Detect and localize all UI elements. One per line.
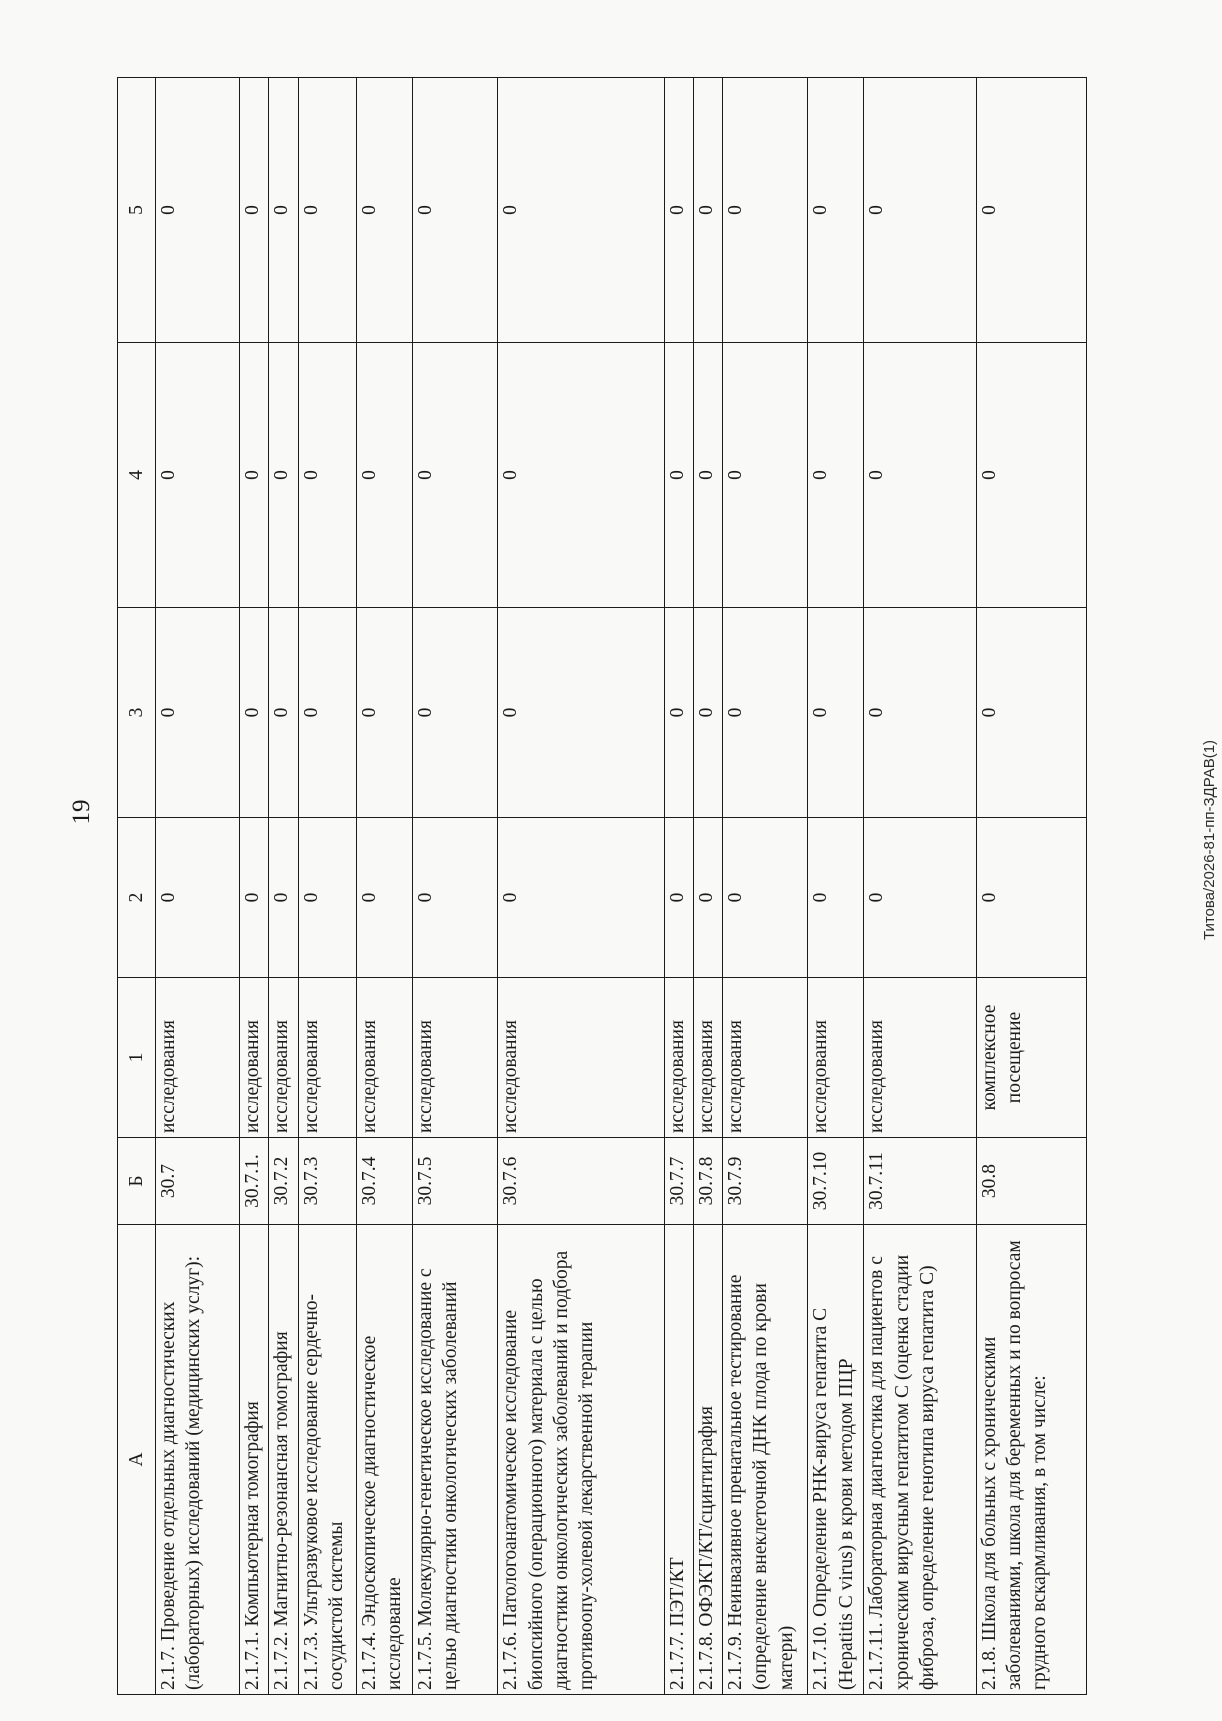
page-number: 19 <box>68 799 95 825</box>
table-row <box>413 78 498 1695</box>
value-cell: 0 <box>808 343 864 608</box>
row-name-cell: 2.1.7.9. Неинвазивное пренатальное тестирование (определение внеклеточной ДНК плода по крови матери) <box>722 1225 807 1695</box>
value-cell: 0 <box>298 78 356 343</box>
row-name-cell: 2.1.7.7. ПЭТ/КТ <box>664 1225 693 1695</box>
column-header: 2 <box>118 818 156 978</box>
value-cell: 0 <box>722 343 807 608</box>
value-cell: 0 <box>808 78 864 343</box>
row-unit-cell: исследования <box>693 978 722 1138</box>
value-cell: 0 <box>976 818 1086 978</box>
table-row <box>864 78 976 1695</box>
row-name-cell: 2.1.7.10. Определение РНК-вируса гепатита C (Hepatitis C virus) в крови методом ПЦР <box>808 1225 864 1695</box>
value-cell: 0 <box>269 608 298 818</box>
value-cell: 0 <box>693 343 722 608</box>
value-cell: 0 <box>864 78 976 343</box>
table-row <box>976 78 1086 1695</box>
row-unit-cell: комплексное посещение <box>976 978 1086 1138</box>
row-code-cell: 30.7.10 <box>808 1138 864 1225</box>
table-row <box>664 78 693 1695</box>
value-cell: 0 <box>693 78 722 343</box>
column-header: 3 <box>118 608 156 818</box>
value-cell: 0 <box>864 343 976 608</box>
value-cell: 0 <box>864 818 976 978</box>
row-name-cell: 2.1.7.1. Компьютерная томография <box>240 1225 269 1695</box>
row-name-cell: 2.1.7.6. Патологоанатомическое исследование биопсийного (операционного) материала с целью диагностики онкологических заболеваний и подбора противоопу-холевой лекарственной терапии <box>498 1225 664 1695</box>
value-cell: 0 <box>498 818 664 978</box>
document-footer-code: Титова/2026-81-пп-ЗДРАВ(1) <box>1201 739 1218 941</box>
value-cell: 0 <box>722 608 807 818</box>
row-code-cell: 30.8 <box>976 1138 1086 1225</box>
value-cell: 0 <box>156 343 240 608</box>
row-code-cell: 30.7.11 <box>864 1138 976 1225</box>
row-code-cell: 30.7.1. <box>240 1138 269 1225</box>
row-code-cell: 30.7.4 <box>356 1138 412 1225</box>
table-row <box>298 78 356 1695</box>
table-row <box>693 78 722 1695</box>
value-cell: 0 <box>356 78 412 343</box>
row-name-cell: 2.1.7.2. Магнитно-резонансная томография <box>269 1225 298 1695</box>
row-name-cell: 2.1.7.11. Лабораторная диагностика для пациентов с хроническим вирусным гепатитом С (оценка стадии фиброза, определение генотипа вируса гепатита С) <box>864 1225 976 1695</box>
value-cell: 0 <box>693 608 722 818</box>
value-cell: 0 <box>156 818 240 978</box>
row-unit-cell: исследования <box>269 978 298 1138</box>
row-code-cell: 30.7.2 <box>269 1138 298 1225</box>
value-cell: 0 <box>664 818 693 978</box>
table-row <box>498 78 664 1695</box>
value-cell: 0 <box>356 818 412 978</box>
value-cell: 0 <box>413 78 498 343</box>
value-cell: 0 <box>298 608 356 818</box>
value-cell: 0 <box>693 818 722 978</box>
value-cell: 0 <box>664 343 693 608</box>
row-code-cell: 30.7.7 <box>664 1138 693 1225</box>
value-cell: 0 <box>808 818 864 978</box>
row-unit-cell: исследования <box>664 978 693 1138</box>
row-name-cell: 2.1.8. Школа для больных с хроническими заболеваниями, школа для беременных и по вопросам грудного вскармливания, в том числе: <box>976 1225 1086 1695</box>
row-unit-cell: исследования <box>156 978 240 1138</box>
value-cell: 0 <box>498 78 664 343</box>
table-row <box>240 78 269 1695</box>
table-row <box>808 78 864 1695</box>
value-cell: 0 <box>269 78 298 343</box>
value-cell: 0 <box>298 343 356 608</box>
row-unit-cell: исследования <box>864 978 976 1138</box>
indicator-table <box>117 77 1087 1695</box>
value-cell: 0 <box>808 608 864 818</box>
table-row <box>356 78 412 1695</box>
row-unit-cell: исследования <box>498 978 664 1138</box>
value-cell: 0 <box>864 608 976 818</box>
row-code-cell: 30.7 <box>156 1138 240 1225</box>
column-header: Б <box>118 1138 156 1225</box>
value-cell: 0 <box>240 608 269 818</box>
table-row <box>156 78 240 1695</box>
value-cell: 0 <box>269 343 298 608</box>
column-header: 1 <box>118 978 156 1138</box>
row-unit-cell: исследования <box>808 978 864 1138</box>
value-cell: 0 <box>498 608 664 818</box>
value-cell: 0 <box>976 608 1086 818</box>
row-name-cell: 2.1.7.4. Эндоскопическое диагностическое исследование <box>356 1225 412 1695</box>
row-code-cell: 30.7.3 <box>298 1138 356 1225</box>
value-cell: 0 <box>413 343 498 608</box>
value-cell: 0 <box>240 818 269 978</box>
value-cell: 0 <box>298 818 356 978</box>
row-unit-cell: исследования <box>722 978 807 1138</box>
table-row <box>269 78 298 1695</box>
column-header: 4 <box>118 343 156 608</box>
row-unit-cell: исследования <box>356 978 412 1138</box>
column-header: А <box>118 1225 156 1695</box>
row-name-cell: 2.1.7.3. Ультразвуковое исследование сердечно-сосудистой системы <box>298 1225 356 1695</box>
row-name-cell: 2.1.7.8. ОФЭКТ/КТ/сцинтиграфия <box>693 1225 722 1695</box>
table-row <box>722 78 807 1695</box>
value-cell: 0 <box>356 608 412 818</box>
row-code-cell: 30.7.9 <box>722 1138 807 1225</box>
row-unit-cell: исследования <box>298 978 356 1138</box>
row-code-cell: 30.7.6 <box>498 1138 664 1225</box>
value-cell: 0 <box>240 343 269 608</box>
row-name-cell: 2.1.7.5. Молекулярно-генетическое исследование с целью диагностики онкологических заболеваний <box>413 1225 498 1695</box>
value-cell: 0 <box>413 608 498 818</box>
value-cell: 0 <box>664 608 693 818</box>
value-cell: 0 <box>413 818 498 978</box>
value-cell: 0 <box>976 78 1086 343</box>
value-cell: 0 <box>498 343 664 608</box>
rotated-table-container <box>117 78 1087 1695</box>
value-cell: 0 <box>664 78 693 343</box>
row-unit-cell: исследования <box>240 978 269 1138</box>
value-cell: 0 <box>976 343 1086 608</box>
row-code-cell: 30.7.5 <box>413 1138 498 1225</box>
value-cell: 0 <box>269 818 298 978</box>
table-header-row <box>118 78 156 1695</box>
value-cell: 0 <box>722 78 807 343</box>
row-code-cell: 30.7.8 <box>693 1138 722 1225</box>
row-name-cell: 2.1.7. Проведение отдельных диагностических (лабораторных) исследований (медицинских услуг): <box>156 1225 240 1695</box>
value-cell: 0 <box>722 818 807 978</box>
value-cell: 0 <box>156 608 240 818</box>
value-cell: 0 <box>156 78 240 343</box>
column-header: 5 <box>118 78 156 343</box>
value-cell: 0 <box>356 343 412 608</box>
value-cell: 0 <box>240 78 269 343</box>
row-unit-cell: исследования <box>413 978 498 1138</box>
